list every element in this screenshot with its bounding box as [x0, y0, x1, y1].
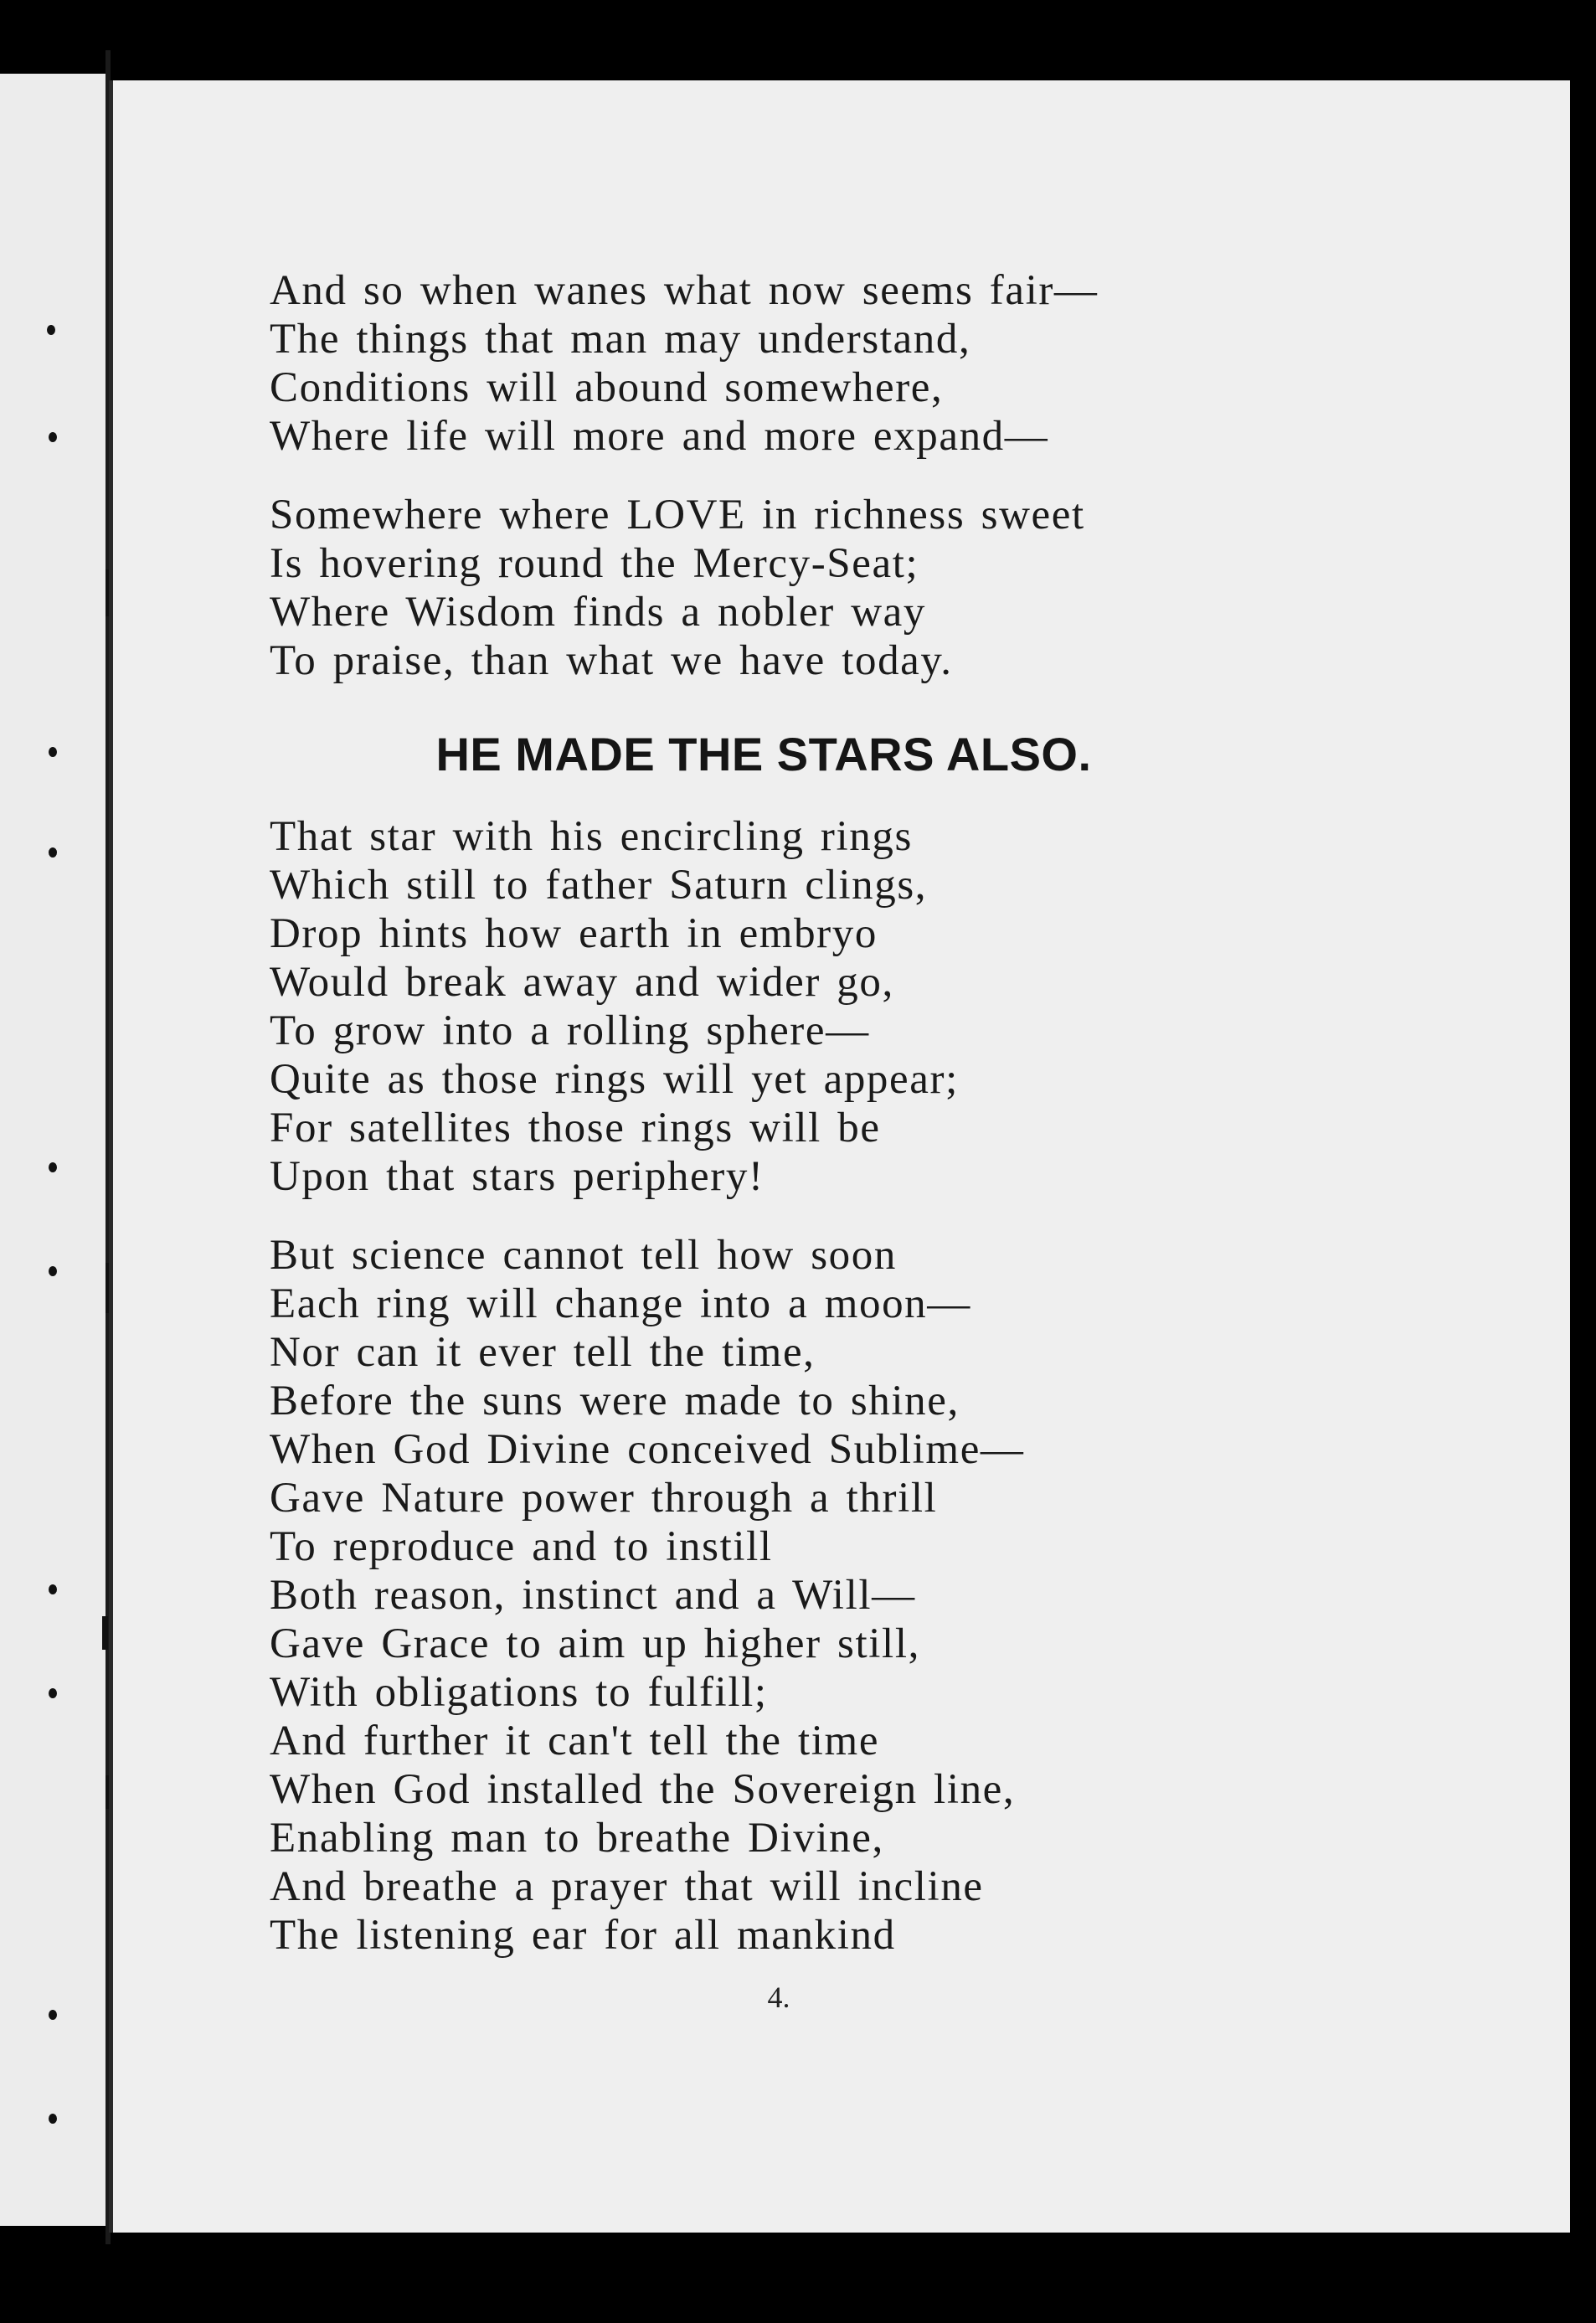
verse-line: Each ring will change into a moon—	[270, 1280, 971, 1327]
facing-binding-hole	[49, 2010, 57, 2020]
facing-binding-hole	[49, 1584, 57, 1594]
facing-binding-hole	[49, 747, 57, 757]
verse-line: And breathe a prayer that will incline	[270, 1863, 984, 1910]
verse-line: But science cannot tell how soon	[270, 1232, 897, 1279]
verse-line: The listening ear for all mankind	[270, 1912, 896, 1959]
verse-line: And further it can't tell the time	[270, 1718, 880, 1764]
verse-line: Upon that stars periphery!	[270, 1153, 765, 1200]
verse-line: And so when wanes what now seems fair—	[270, 267, 1099, 314]
verse-line: To grow into a rolling sphere—	[270, 1007, 870, 1054]
margin-mark	[102, 1616, 108, 1650]
verse-line: When God Divine conceived Sublime—	[270, 1426, 1025, 1473]
verse-line: Quite as those rings will yet appear;	[270, 1056, 959, 1103]
verse-line: Both reason, instinct and a Will—	[270, 1572, 916, 1619]
verse-line: Where Wisdom finds a nobler way	[270, 589, 926, 636]
verse-line: When God installed the Sovereign line,	[270, 1766, 1016, 1813]
verse-line: To praise, than what we have today.	[270, 637, 953, 684]
verse-line: Is hovering round the Mercy-Seat;	[270, 540, 919, 587]
facing-binding-hole	[49, 2114, 57, 2124]
verse-line: Before the suns were made to shine,	[270, 1378, 960, 1424]
facing-page-edge	[0, 74, 107, 2226]
facing-binding-hole	[49, 1688, 57, 1698]
poem-title: HE MADE THE STARS ALSO.	[435, 728, 1092, 780]
verse-line: Would break away and wider go,	[270, 959, 894, 1006]
verse-line: Where life will more and more expand—	[270, 413, 1049, 460]
facing-binding-hole	[49, 847, 57, 858]
verse-line: To reproduce and to instill	[270, 1523, 773, 1570]
page-number: 4.	[767, 1980, 790, 2014]
verse-line: Conditions will abound somewhere,	[270, 364, 944, 411]
verse-line: Which still to father Saturn clings,	[270, 862, 928, 909]
facing-binding-hole	[49, 1162, 57, 1172]
verse-line: Gave Grace to aim up higher still,	[270, 1620, 920, 1667]
facing-binding-hole	[49, 432, 57, 442]
verse-line: Drop hints how earth in embryo	[270, 910, 878, 957]
verse-line: For satellites those rings will be	[270, 1105, 881, 1151]
facing-binding-hole	[49, 1266, 57, 1276]
poem-continued	[270, 266, 1358, 685]
verse-line: That star with his encircling rings	[270, 813, 913, 860]
verse-line: Somewhere where LOVE in richness sweet	[270, 492, 1085, 538]
poem-body	[270, 812, 1358, 1960]
verse-line: The things that man may understand,	[270, 316, 971, 363]
facing-binding-hole	[47, 325, 55, 335]
verse-line: With obligations to fulfill;	[270, 1669, 768, 1716]
verse-line: Gave Nature power through a thrill	[270, 1475, 938, 1522]
verse-line: Enabling man to breathe Divine,	[270, 1815, 884, 1862]
verse-line: Nor can it ever tell the time,	[270, 1329, 816, 1376]
